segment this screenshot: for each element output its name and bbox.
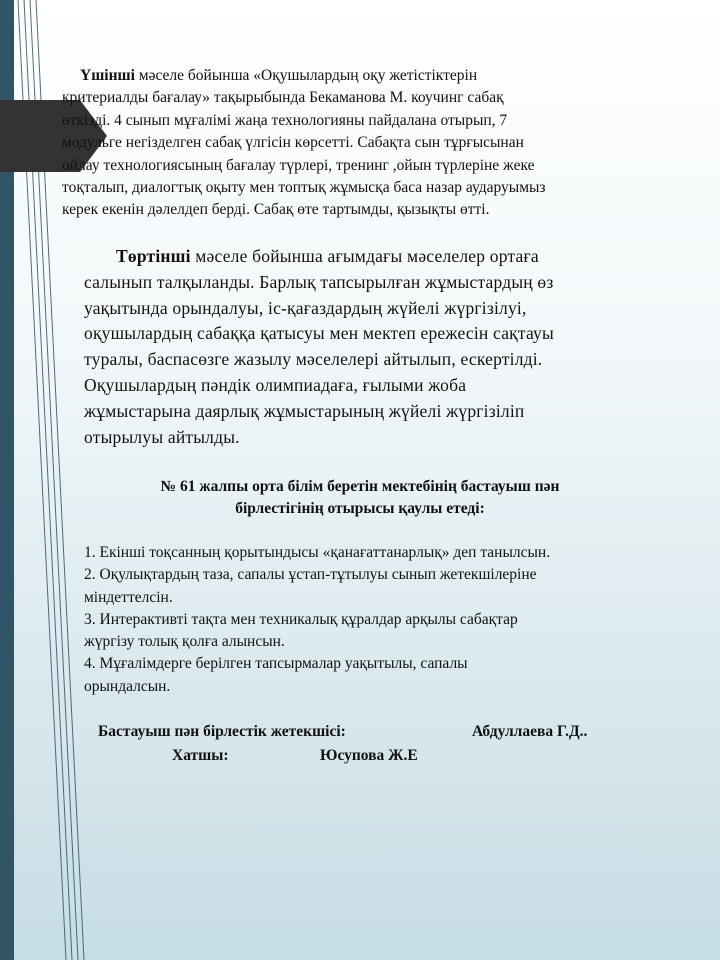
paragraph1-line: модульге негізделген сабақ үлгісін көрсетті. Сабақта сын тұрғысынан [62, 134, 524, 152]
list-item: 4. Мұғалімдерге берілген тапсырмалар уақытылы, сапалы [84, 655, 468, 673]
paragraph2-line: жұмыстарына даярлық жұмыстарының жүйелі жүргізіліп [84, 400, 525, 421]
signature-block [98, 720, 658, 768]
secretary-title: Хатшы: [172, 747, 229, 764]
paragraph2-line: уақытында орындалуы, іс-қағаздардың жүйелі жүргізілуі, [84, 297, 527, 318]
list-item: 1. Екінші тоқсанның қорытындысы «қанағаттанарлық» деп танылсын. [84, 544, 551, 561]
secretary-name: Юсупова Ж.Е [320, 747, 418, 764]
paragraph2-line: отырылуы айтылды. [84, 426, 240, 447]
paragraph1-line: тоқталып, диалогтық оқыту мен топтық жұмысқа баса назар аударуымыз [62, 179, 546, 197]
paragraph2-line: оқушылардың сабаққа қатысуы мен мектеп ережесін сақтауы [84, 323, 554, 344]
paragraph1-line: өткізді. 4 сынып мұғалімі жаңа технологияны пайдалана отырып, 7 [62, 111, 508, 129]
paragraph2-line: салынып талқыланды. Барлық тапсырылған жұмыстардың өз [84, 271, 554, 292]
paragraph-fourth-issue [84, 244, 659, 450]
paragraph1-lead: Үшінші [80, 67, 135, 84]
decision-heading-line: № 61 жалпы орта білім беретін мектебінің бастауыш пән [160, 478, 560, 495]
paragraph2-line: туралы, баспасөзге жазылу мәселелері айтылып, ескертілді. [84, 349, 543, 370]
list-item: міндеттелсін. [84, 588, 173, 606]
head-title: Бастауыш пән бірлестік жетекшісі: [98, 723, 346, 740]
head-name: Абдуллаева Г.Д.. [472, 723, 588, 740]
paragraph-third-issue [62, 65, 662, 222]
list-item: орындалсын. [84, 677, 171, 695]
paragraph1-line: критериалды бағалау» тақырыбында Бекаманова М. коучинг сабақ [62, 89, 504, 107]
paragraph1-line: мәселе бойынша «Оқушылардың оқу жетістіктерін [134, 67, 478, 84]
list-item: жүргізу толық қолға алынсын. [84, 633, 285, 651]
paragraph1-line: керек екенін дәлелдеп берді. Сабақ өте тартымды, қызықты өтті. [62, 201, 490, 219]
decisions-list [84, 542, 664, 698]
list-item: 2. Оқулықтардың таза, сапалы ұстап-тұтылуы сынып жетекшілеріне [84, 566, 537, 584]
list-item: 3. Интерактивті тақта мен техникалық құралдар арқылы сабақтар [84, 610, 518, 628]
decision-heading-line: бірлестігінің отырысы қаулы етеді: [235, 500, 485, 517]
paragraph1-line: ойлау технологиясының бағалау түрлері, тренинг ,ойын түрлеріне жеке [62, 156, 535, 174]
paragraph2-line: Оқушылардың пәндік олимпиадаға, ғылыми жоба [84, 374, 467, 395]
paragraph2-line: мәселе бойынша ағымдағы мәселелер ортаға [190, 246, 539, 266]
paragraph2-lead: Төртінші [116, 246, 191, 266]
decision-heading [100, 476, 620, 520]
